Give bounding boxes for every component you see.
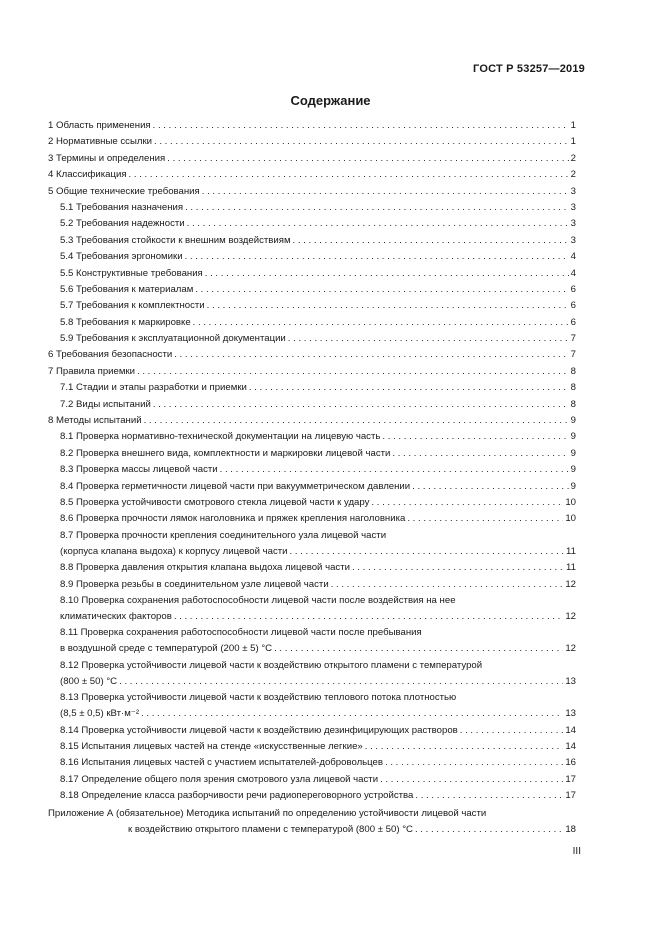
toc-entry[interactable] (48, 184, 576, 200)
toc-entry-page: 10 (565, 496, 576, 508)
toc-entry-page: 8 (570, 398, 576, 410)
appendix-page: 18 (565, 824, 576, 836)
toc-entry-label: 5.1 Требования назначения (60, 201, 184, 213)
toc-entry-page: 9 (570, 415, 576, 427)
toc-entry-page: 4 (570, 267, 576, 279)
dot-leader (205, 266, 569, 282)
dot-leader (153, 118, 569, 134)
dot-leader (129, 167, 569, 183)
dot-leader (290, 544, 565, 560)
toc-entry-label: 8.1 Проверка нормативно-технической документации на лицевую часть (60, 431, 381, 443)
toc-entry[interactable] (48, 413, 576, 429)
toc-entry-label: 5.4 Требования эргономики (60, 251, 183, 263)
toc-entry-label: 5.3 Требования стойкости к внешним воздействиям (60, 234, 291, 246)
toc-entry-page: 14 (565, 740, 576, 752)
dot-leader (174, 347, 568, 363)
appendix-entry[interactable] (48, 806, 576, 838)
toc-entry-label: в воздушной среде с температурой (200 ± 5) °С (60, 643, 273, 655)
toc-entry-page: 2 (570, 169, 576, 181)
toc-entry-label: 6 Требования безопасности (48, 349, 173, 361)
toc-entry-page: 8 (570, 382, 576, 394)
toc-entry-label: 1 Область применения (48, 120, 151, 131)
toc-entry-page: 3 (570, 201, 576, 213)
toc-entry-label: 8.14 Проверка устойчивости лицевой части к воздействию дезинфицирующих растворов (60, 724, 458, 736)
toc-entry-label: 2 Нормативные ссылки (48, 136, 153, 148)
toc-entry-page: 10 (565, 513, 576, 525)
appendix-label: к воздействию открытого пламени с температурой (800 ± 50) °С (128, 824, 413, 836)
toc-entry-page: 7 (570, 349, 576, 361)
toc-entry-label: 8.6 Проверка прочности лямок наголовника и пряжек крепления наголовника (60, 513, 406, 525)
toc-entry[interactable] (48, 788, 576, 804)
toc-entry-label: 5.9 Требования к эксплуатационной документации (60, 333, 286, 345)
dot-leader (371, 495, 563, 511)
toc-entry-label: 4 Классификация (48, 169, 127, 181)
toc-entry-page: 8 (570, 365, 576, 377)
toc-entry-label: 7.1 Стадии и этапы разработки и приемки (60, 382, 247, 394)
toc-entry-label: 5.5 Конструктивные требования (60, 267, 203, 279)
toc-entry[interactable] (48, 446, 576, 462)
dot-leader (174, 609, 564, 625)
toc-entry[interactable] (48, 755, 576, 771)
toc-entry-label: 8.3 Проверка массы лицевой части (60, 464, 218, 476)
toc-entry-page: 1 (570, 120, 576, 131)
toc-entry-first-line: 8.7 Проверка прочности крепления соединительного узла лицевой части (60, 529, 387, 541)
dot-leader (137, 364, 569, 380)
toc-entry[interactable] (48, 397, 576, 413)
toc-entry[interactable] (48, 674, 576, 690)
toc-entry-label: 5.8 Требования к маркировке (60, 316, 191, 328)
toc-entry-label: (корпуса клапана выдоха) к корпусу лицевой части (60, 545, 288, 557)
toc-entry-page: 13 (565, 708, 576, 720)
toc-entry[interactable] (48, 577, 576, 593)
dot-leader (202, 184, 569, 200)
toc-entry-page: 11 (566, 545, 576, 557)
toc-entry-page: 3 (570, 185, 576, 197)
toc-entry-page: 16 (565, 757, 576, 769)
dot-leader (193, 315, 569, 331)
dot-leader (119, 674, 563, 690)
toc-entry-label: климатических факторов (60, 610, 172, 622)
toc-entry-page: 17 (565, 773, 576, 785)
toc-entry-page: 4 (570, 251, 576, 263)
toc-entry[interactable] (48, 479, 576, 495)
toc-entry[interactable] (48, 772, 576, 788)
dot-leader (380, 772, 563, 788)
toc-entry[interactable] (48, 706, 576, 722)
toc-entry-label: 8.17 Определение общего поля зрения смотрового узла лицевой части (60, 773, 379, 785)
toc-entry-page: 13 (565, 675, 576, 687)
toc-entry-first-line: 8.12 Проверка устойчивости лицевой части к воздействию открытого пламени с температурой (60, 659, 483, 671)
toc-entry-page: 12 (565, 610, 576, 622)
dot-leader (154, 134, 569, 150)
standard-code: ГОСТ Р 53257—2019 (473, 63, 585, 75)
toc-entry-page: 9 (570, 431, 576, 443)
dot-leader (153, 397, 569, 413)
toc-entry-label: (8,5 ± 0,5) кВт·м⁻² (60, 708, 140, 720)
dot-leader (144, 413, 569, 429)
dot-leader (331, 577, 564, 593)
toc-entry-label: (800 ± 50) °С (60, 675, 118, 687)
toc-entry-label: 8.4 Проверка герметичности лицевой части при вакуумметрическом давлении (60, 480, 411, 492)
toc-entry[interactable] (48, 315, 576, 331)
toc-entry-page: 6 (570, 316, 576, 328)
toc-entry-page: 12 (565, 578, 576, 590)
toc-entry-page: 9 (570, 447, 576, 459)
toc-entry[interactable] (48, 167, 576, 183)
toc-entry-page: 17 (565, 790, 576, 802)
toc-entry[interactable] (48, 462, 576, 478)
dot-leader (382, 429, 568, 445)
dot-leader (293, 233, 569, 249)
toc-entry-first-line: 8.10 Проверка сохранения работоспособности лицевой части после воздействия на нее (60, 594, 456, 606)
toc-entry-label: 8.18 Определение класса разборчивости речи радиопереговорного устройства (60, 790, 414, 802)
toc-entry[interactable] (48, 560, 576, 576)
toc-entry-label: 7.2 Виды испытаний (60, 398, 151, 410)
dot-leader (412, 479, 569, 495)
toc-entry-label: 7 Правила приемки (48, 365, 135, 377)
toc-entry-page: 14 (565, 724, 576, 736)
toc-entry[interactable] (48, 216, 576, 232)
toc-entry-label: 5.6 Требования к материалам (60, 283, 194, 295)
toc-entry[interactable] (48, 249, 576, 265)
toc-entry-label: 8.2 Проверка внешнего вида, комплектности и маркировки лицевой части (60, 447, 391, 459)
toc-entry[interactable] (48, 511, 576, 527)
toc-entry-label: 8.9 Проверка резьбы в соединительном узле лицевой части (60, 578, 329, 590)
toc-entry-page: 9 (570, 464, 576, 476)
dot-leader (195, 282, 568, 298)
toc-entry-page: 7 (570, 333, 576, 345)
toc-entry[interactable] (48, 495, 576, 511)
dot-leader (415, 788, 563, 804)
toc-entry-label: 5.2 Требования надежности (60, 218, 185, 230)
toc-entry-page: 2 (570, 152, 576, 164)
dot-leader (288, 331, 569, 347)
toc-entry[interactable] (48, 118, 576, 134)
table-of-contents (48, 118, 576, 839)
toc-entry[interactable] (48, 364, 576, 380)
toc-entry[interactable] (48, 266, 576, 282)
dot-leader (392, 446, 568, 462)
dot-leader (415, 822, 563, 838)
toc-entry-page: 6 (570, 283, 576, 295)
toc-entry-label: 3 Термины и определения (48, 152, 166, 164)
dot-leader (207, 298, 569, 314)
toc-entry-label: 8.15 Испытания лицевых частей на стенде «искусственные легкие» (60, 740, 363, 752)
toc-entry[interactable] (48, 544, 576, 560)
dot-leader (365, 739, 564, 755)
toc-entry-page: 3 (570, 218, 576, 230)
toc-entry-page: 3 (570, 234, 576, 246)
toc-entry[interactable] (48, 200, 576, 216)
toc-entry[interactable] (48, 233, 576, 249)
toc-entry[interactable] (48, 282, 576, 298)
page-title: Содержание (290, 93, 371, 108)
toc-entry-page: 1 (570, 136, 576, 148)
toc-entry-label: 8.8 Проверка давления открытия клапана выдоха лицевой части (60, 562, 350, 574)
toc-entry[interactable] (48, 347, 576, 363)
toc-entry[interactable] (48, 134, 576, 150)
toc-entry-label: 8 Методы испытаний (48, 415, 142, 427)
appendix-first-line: Приложение А (обязательное) Методика испытаний по определению устойчивости лицевой части (48, 808, 487, 820)
dot-leader (352, 560, 564, 576)
toc-entry-page: 6 (570, 300, 576, 312)
toc-entry-label: 5 Общие технические требования (48, 185, 200, 197)
toc-entry-page: 9 (570, 480, 576, 492)
dot-leader (407, 511, 563, 527)
toc-entry[interactable] (48, 151, 576, 167)
page-number: III (572, 846, 581, 857)
dot-leader (385, 755, 563, 771)
toc-entry-label: 8.16 Испытания лицевых частей с участием испытателей-добровольцев (60, 757, 383, 769)
toc-entry[interactable] (48, 723, 576, 739)
toc-entry-label: 5.7 Требования к комплектности (60, 300, 205, 312)
dot-leader (141, 706, 563, 722)
toc-entry[interactable] (48, 298, 576, 314)
dot-leader (185, 200, 569, 216)
toc-entry[interactable] (48, 609, 576, 625)
toc-entry-first-line: 8.11 Проверка сохранения работоспособности лицевой части после пребывания (60, 627, 422, 639)
dot-leader (185, 249, 569, 265)
toc-entry-label: 8.5 Проверка устойчивости смотрового стекла лицевой части к удару (60, 496, 370, 508)
dot-leader (167, 151, 568, 167)
dot-leader (249, 380, 569, 396)
toc-entry-page: 12 (565, 643, 576, 655)
dot-leader (220, 462, 569, 478)
toc-entry[interactable] (48, 331, 576, 347)
dot-leader (460, 723, 564, 739)
toc-entry-page: 11 (566, 562, 576, 574)
appendix-row (48, 822, 576, 838)
toc-entry[interactable] (48, 739, 576, 755)
toc-entry[interactable] (48, 641, 576, 657)
toc-entry[interactable] (48, 429, 576, 445)
toc-entry[interactable] (48, 380, 576, 396)
dot-leader (274, 641, 563, 657)
dot-leader (187, 216, 569, 232)
toc-entry-first-line: 8.13 Проверка устойчивости лицевой части к воздействию теплового потока плотностью (60, 692, 457, 704)
